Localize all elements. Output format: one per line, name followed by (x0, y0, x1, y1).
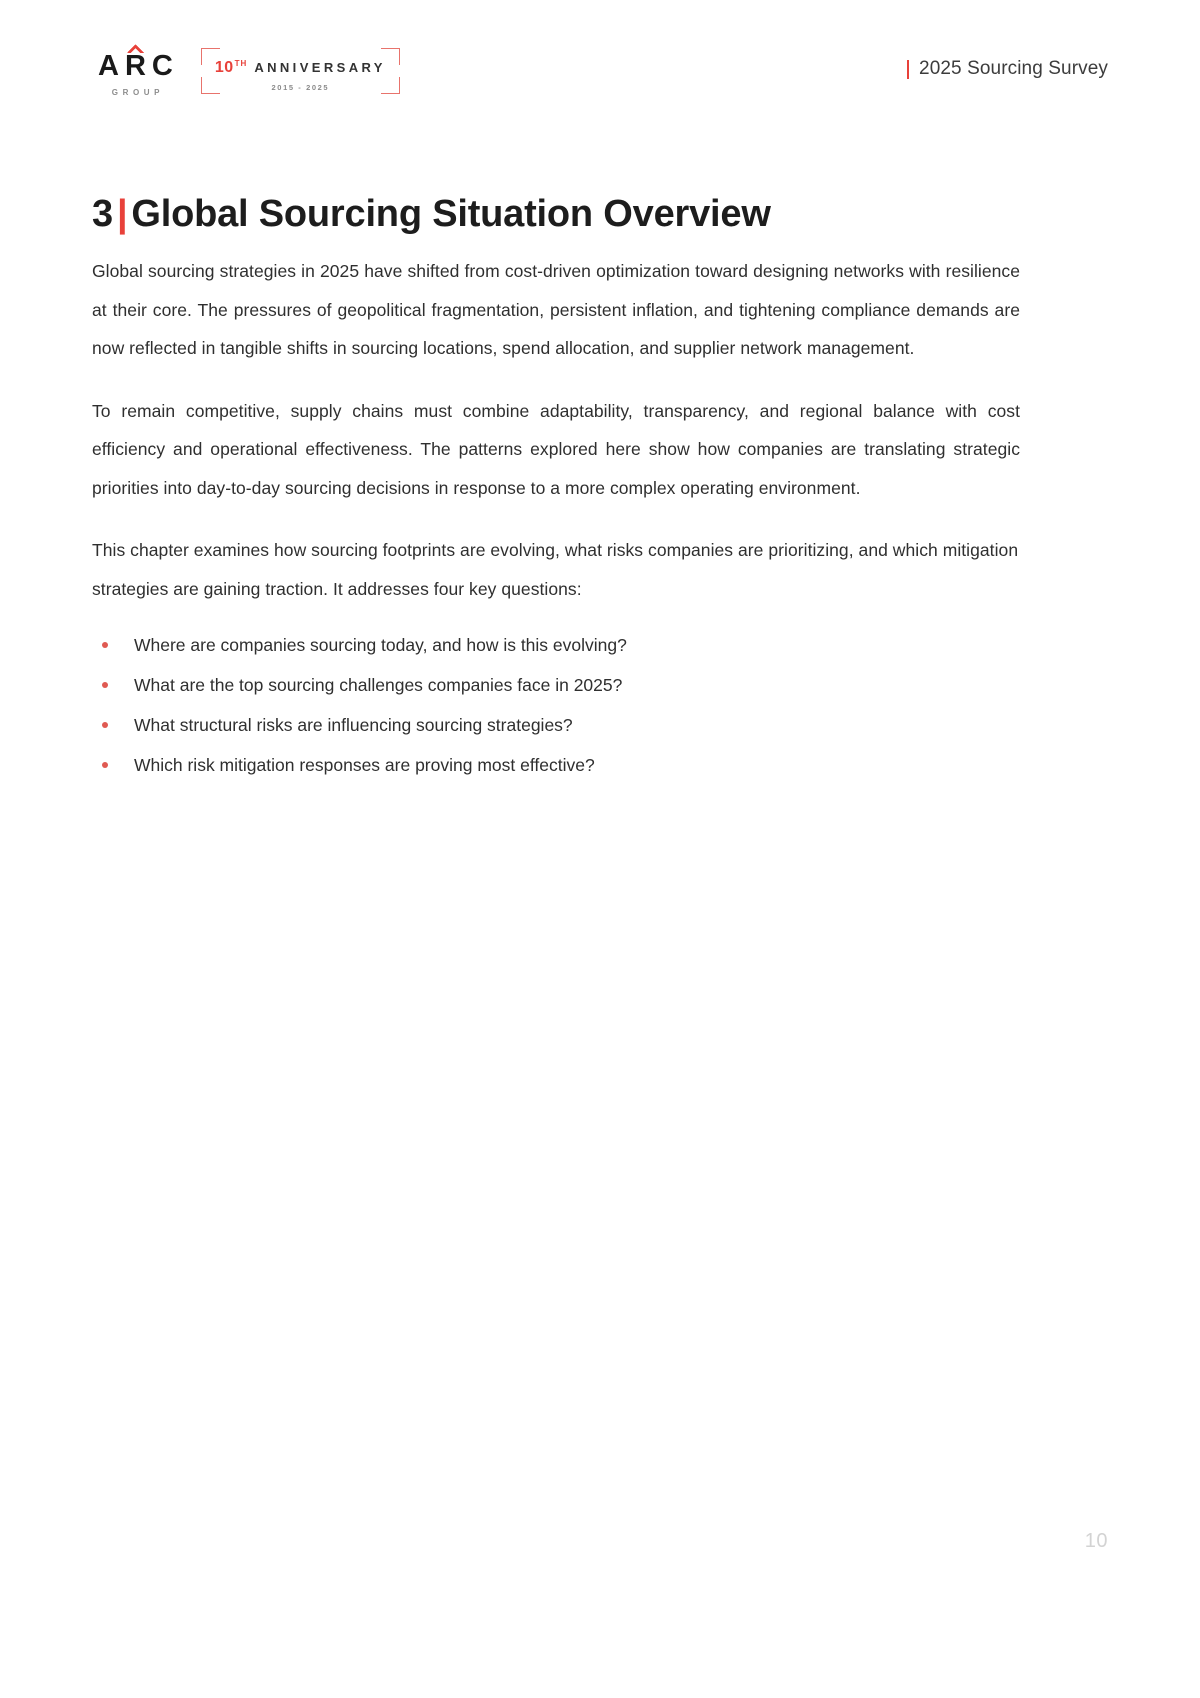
bullet-dot-icon (102, 722, 108, 728)
page-header (92, 38, 1108, 100)
badge-corner-bottom-left (201, 77, 220, 94)
page-content (92, 252, 1020, 792)
intro-paragraph-2: To remain competitive, supply chains must combine adaptability, transparency, and regional balance with cost efficiency and operational effectiveness. The patterns explored here show how companies are translating strategic priorities into day-to-day sourcing decisions in response to a more complex operating environment. (92, 400, 1020, 498)
anniversary-years: 2015 - 2025 (265, 83, 337, 92)
anniversary-ordinal: TH (234, 58, 248, 68)
list-item (92, 672, 1020, 698)
list-item (92, 752, 1020, 778)
list-item-label: What are the top sourcing challenges companies face in 2025? (134, 675, 623, 695)
page-number: 10 (1084, 1530, 1108, 1552)
bullet-dot-icon (102, 682, 108, 688)
bullet-dot-icon (102, 642, 108, 648)
arc-brand-text: ARC (98, 49, 179, 82)
arc-wordmark (92, 42, 179, 97)
chapter-number: 3 (92, 193, 113, 236)
header-title-text: 2025 Sourcing Survey (919, 58, 1108, 79)
header-document-title (907, 58, 1108, 80)
badge-corner-bottom-right (381, 77, 400, 94)
list-item (92, 632, 1020, 658)
arc-group-subtext: GROUP (111, 87, 165, 97)
chapter-title-text: Global Sourcing Situation Overview (131, 193, 771, 236)
intro-paragraph-1: Global sourcing strategies in 2025 have shifted from cost-driven optimization toward designing networks with resilience at their core. The pressures of geopolitical fragmentation, persistent inflation, and tightening compliance demands are now reflected in tangible shifts in sourcing locations, spend allocation, and supplier network management. (92, 261, 1020, 358)
list-item-label: Where are companies sourcing today, and how is this evolving? (134, 635, 627, 655)
intro-paragraph-3: This chapter examines how sourcing footprints are evolving, what risks companies are prioritizing, and which mitigation strategies are gaining traction. It addresses four key questions: (92, 540, 1019, 599)
list-item-label: Which risk mitigation responses are proving most effective? (134, 755, 595, 775)
anniversary-title-row (215, 48, 386, 77)
arc-group-logo (92, 42, 400, 97)
anniversary-badge (201, 48, 400, 94)
circumflex-accent-icon (128, 44, 145, 53)
chapter-separator-bar: | (116, 193, 128, 236)
key-questions-list (92, 632, 1020, 778)
badge-corner-top-left (201, 48, 220, 65)
header-accent-bar-icon (907, 60, 910, 79)
bullet-dot-icon (102, 762, 108, 768)
anniversary-word: ANNIVERSARY (254, 59, 386, 75)
list-item (92, 712, 1020, 738)
page-title (92, 193, 1108, 237)
anniversary-number: 10 (214, 58, 234, 76)
badge-corner-top-right (381, 48, 400, 65)
list-item-label: What structural risks are influencing sourcing strategies? (134, 715, 573, 735)
